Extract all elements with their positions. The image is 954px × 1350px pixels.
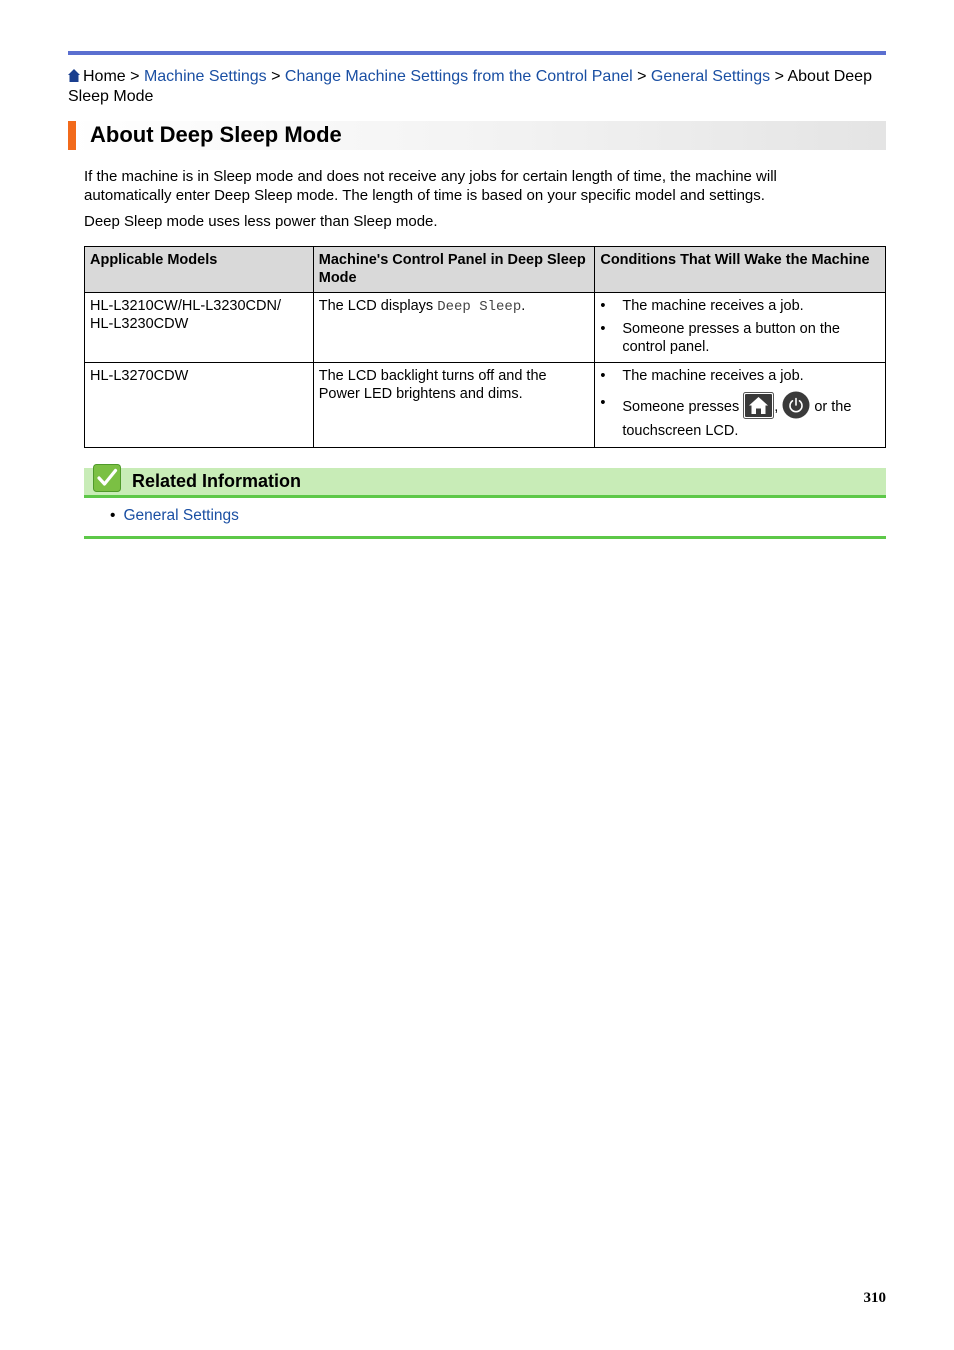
list-item: • The machine receives a job.	[600, 368, 804, 384]
related-information-bar	[84, 468, 886, 498]
models-cell: HL-L3210CW/HL-L3230CDN/ HL-L3230CDW	[85, 293, 314, 363]
checkmark-icon	[93, 464, 121, 492]
models-table	[84, 246, 886, 448]
home-icon	[743, 392, 774, 419]
breadcrumb-separator: >	[637, 68, 647, 85]
list-item: • General Settings	[110, 507, 239, 524]
lcd-message: Deep Sleep	[437, 299, 522, 315]
table-row	[85, 293, 886, 363]
breadcrumb-current: About Deep Sleep Mode	[68, 68, 872, 105]
condition-text-end: or the touchscreen LCD.	[622, 399, 852, 439]
list-item: • Someone presses , or the touchscreen LCD.	[600, 391, 880, 443]
panel-text-end: .	[521, 298, 526, 314]
heading-bar	[68, 121, 886, 150]
condition-text: Someone presses	[622, 399, 740, 415]
panel-cell	[313, 293, 595, 363]
intro-paragraph: If the machine is in Sleep mode and does not receive any jobs for certain length of time, the machine will automatically enter Deep Sleep mode. The length of time is based on your specific model and settings.	[84, 168, 777, 204]
conditions-cell	[595, 293, 886, 363]
header-applicable-models: Applicable Models	[85, 247, 314, 293]
top-rule	[68, 51, 886, 55]
related-information-title: Related Information	[132, 471, 302, 491]
breadcrumb-separator: >	[774, 68, 784, 85]
power-icon	[782, 391, 810, 419]
breadcrumb-link-machine-settings[interactable]: Machine Settings	[143, 68, 267, 85]
panel-text: The LCD displays	[318, 298, 438, 314]
conditions-cell	[595, 363, 886, 448]
condition-text: The machine receives a job.	[622, 298, 804, 314]
heading-accent	[68, 121, 76, 150]
condition-text: Someone presses a button on the control panel.	[622, 321, 840, 355]
comma-text: ,	[774, 399, 779, 415]
breadcrumb-link-change-settings[interactable]: Change Machine Settings from the Control Panel	[284, 68, 633, 85]
note-paragraph: Deep Sleep mode uses less power than Sleep mode.	[84, 213, 438, 230]
list-item: • The machine receives a job.	[600, 298, 804, 314]
bottom-rule	[84, 536, 886, 539]
breadcrumb	[68, 67, 886, 107]
models-cell: HL-L3270CDW	[85, 363, 314, 448]
panel-cell: The LCD backlight turns off and the Power LED brightens and dims.	[313, 363, 595, 448]
breadcrumb-home: Home	[83, 68, 126, 85]
home-icon	[68, 69, 80, 82]
list-item: • Someone presses a button on the control panel.	[600, 321, 840, 355]
condition-text: The machine receives a job.	[622, 368, 804, 384]
table-header-row	[85, 247, 886, 293]
page-number: 310	[863, 1290, 886, 1306]
page-title: About Deep Sleep Mode	[90, 122, 342, 147]
breadcrumb-separator: >	[271, 68, 281, 85]
related-links-list	[110, 506, 239, 526]
header-control-panel: Machine's Control Panel in Deep Sleep Mode	[313, 247, 595, 293]
table-row	[85, 363, 886, 448]
breadcrumb-separator: >	[130, 68, 140, 85]
breadcrumb-link-general-settings[interactable]: General Settings	[650, 68, 771, 85]
header-wake-conditions: Conditions That Will Wake the Machine	[595, 247, 886, 293]
related-link-general-settings[interactable]: General Settings	[123, 507, 239, 524]
